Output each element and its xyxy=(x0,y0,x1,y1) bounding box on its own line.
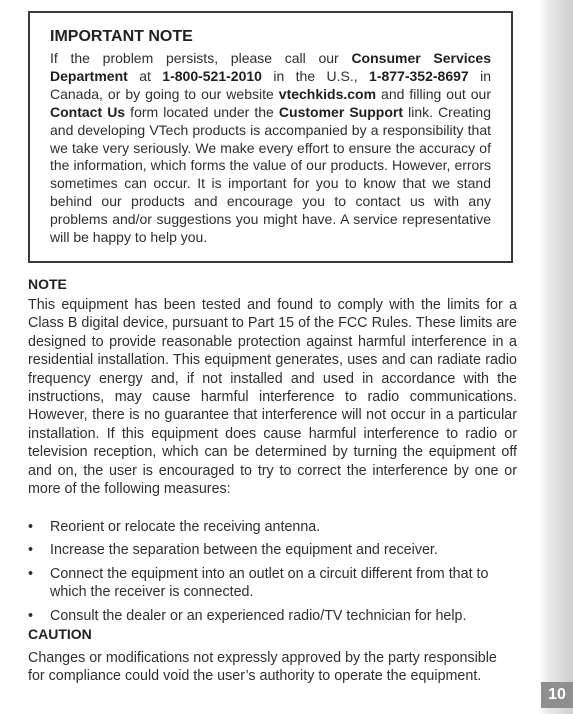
important-note-text-4: in Canada, or by going to our website xyxy=(50,67,491,102)
note-body: This equipment has been tested and found to comply with the limits for a Class B digital device, pursuant to Part 15 of the FCC Rules. These limits are designed to provide reasonable protection against harmful interference in a residential installation. This equipment generates, uses and can radiate radio frequency energy and, if not installed and used in accordance with the instructions, may cause harmful interference to radio communications. However, there is no guarantee that interference will not occur in a particular installation. If this equipment does cause harmful interference to radio or television reception, which can be determined by turning the equipment off and on, the user is encouraged to try to correct the interference by one or more of the following measures: xyxy=(28,297,517,498)
customer-support-label: Customer Support xyxy=(278,103,404,120)
tab-shade xyxy=(539,0,547,714)
us-phone-number: 1-800-521-2010 xyxy=(162,67,262,84)
measure-text: Increase the separation between the equipment and receiver. xyxy=(50,542,438,559)
page-number: 10 xyxy=(541,682,573,708)
measure-text: Connect the equipment into an outlet on a circuit different from that to which the receiver is connected. xyxy=(50,565,489,601)
important-note-text-6: form located under the xyxy=(125,103,279,120)
important-note-text-3: in the U.S., xyxy=(261,67,370,84)
list-item xyxy=(28,565,517,602)
bullet-icon: • xyxy=(28,542,34,559)
caution-heading: CAUTION xyxy=(28,626,92,642)
consumer-services-label: Consumer Services Department xyxy=(50,50,491,84)
caution-body: Changes or modifications not expressly approved by the party responsible for compliance could void the user’s authority to operate the equipment. xyxy=(28,650,497,684)
important-note-text-1: If the problem persists, please call our xyxy=(50,50,352,66)
bullet-icon: • xyxy=(28,519,34,535)
measure-text: Consult the dealer or an experienced radio/TV technician for help. xyxy=(50,607,467,624)
measures-list xyxy=(28,518,517,630)
important-note-text xyxy=(50,50,491,247)
important-note-box xyxy=(28,11,513,263)
contact-us-label: Contact Us xyxy=(50,103,126,120)
page-edge-tab xyxy=(539,0,573,714)
measure-text: Reorient or relocate the receiving antenna. xyxy=(50,519,321,535)
bullet-icon: • xyxy=(28,607,34,624)
list-item xyxy=(28,518,517,536)
canada-phone-number: 1-877-352-8697 xyxy=(369,67,469,84)
important-note-title: IMPORTANT NOTE xyxy=(50,28,193,45)
bullet-icon: • xyxy=(28,565,34,582)
list-item xyxy=(28,607,517,625)
list-item xyxy=(28,541,517,559)
note-heading: NOTE xyxy=(28,276,67,292)
website-name: vtechkids.com xyxy=(278,85,377,102)
important-note-text-5: and filling out our xyxy=(376,85,491,102)
important-note-text-7: link. Creating and developing VTech products is accompanied by a responsibility that we take very seriously. We make every effort to ensure the accuracy of the information, which forms the value of our products. However, errors sometimes can occur. It is important for you to know that we stand behind our products and encourage you to contact us with any problems and/or suggestions you might have. A service representative will be happy to help you. xyxy=(50,103,491,246)
important-note-text-2: at xyxy=(127,67,163,84)
